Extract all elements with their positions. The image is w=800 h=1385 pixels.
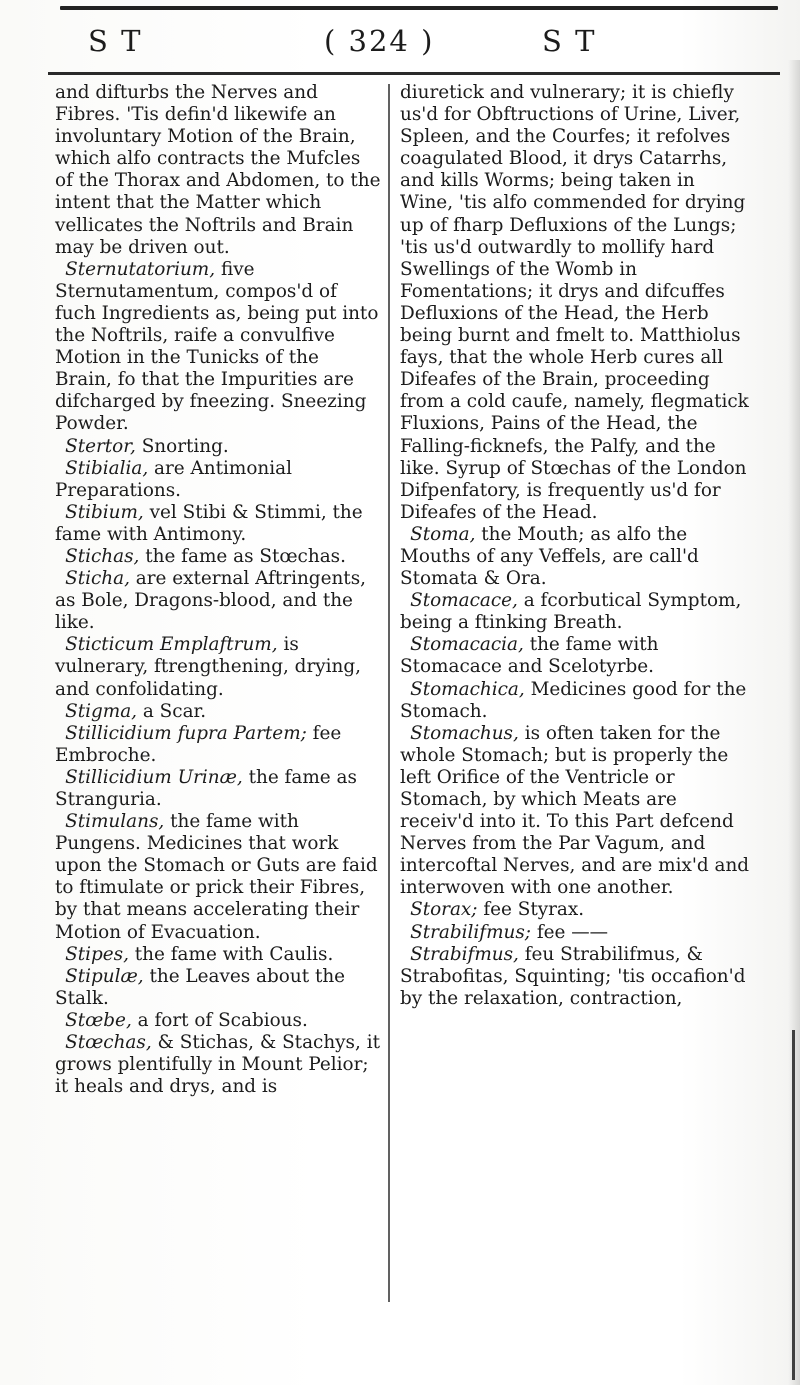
entry-definition: vel Stibi & Stimmi, the fame with Antimony. — [55, 501, 363, 545]
header-right: S T — [542, 24, 597, 58]
entry-headword: Stipulæ, — [65, 965, 144, 987]
dictionary-entry — [55, 259, 381, 436]
dictionary-entry — [55, 436, 381, 458]
page-edge-line — [792, 1030, 795, 1380]
entry-headword: Stimulans, — [65, 811, 165, 833]
dictionary-entry — [55, 723, 381, 767]
dictionary-entry — [55, 568, 381, 634]
entry-headword: Stomachus, — [410, 722, 519, 744]
entry-definition: the fame with Stomacace and Scelotyrbe. — [400, 634, 659, 678]
entry-definition: diuretick and vulnerary; it is chiefly us'd for Obftructions of Urine, Liver, Spleen, and the Courfes; it refolves coagulated Blood, it drys Catarrhs, and kills Worms; being taken in Wine, 'tis alfo commended for drying up of fharp Defluxions of the Lungs; 'tis us'd outwardly to mollify hard Swellings of the Womb in Fomentations; it drys and difcuffes Defluxions of the Head, the Herb being burnt and fmelt to. Matthiolus fays, that the whole Herb cures all Difeafes of the Brain, proceeding from a cold caufe, namely, flegmatick Fluxions, Pains of the Head, the Falling-ficknefs, the Palfy, and the like. Syrup of Stœchas of the London Difpenfatory, is frequently us'd for Difeafes of the Head. — [400, 82, 749, 523]
dictionary-entry — [55, 502, 381, 546]
entry-headword: Stibium, — [65, 501, 144, 523]
entry-definition: the Mouth; as alfo the Mouths of any Veffels, are call'd Stomata & Ora. — [400, 523, 699, 590]
entry-headword: Stomacace, — [410, 590, 518, 612]
entry-definition: are external Aftringents, as Bole, Dragons-blood, and the like. — [55, 568, 366, 634]
dictionary-entry — [55, 944, 381, 966]
dictionary-entry — [55, 1032, 381, 1098]
entry-definition: a Scar. — [137, 700, 207, 722]
dictionary-entry — [55, 458, 381, 502]
entry-headword: Stœbe, — [65, 1009, 132, 1031]
dictionary-entry — [55, 634, 381, 700]
entry-headword: Stillicidium Urinæ, — [65, 766, 243, 788]
entry-definition: the fame as Stœchas. — [139, 545, 346, 567]
entry-headword: Strabilifmus; — [410, 921, 531, 943]
entry-headword: Sticticum Emplaftrum, — [65, 634, 278, 656]
page-number: ( 324 ) — [324, 24, 435, 58]
entry-headword: Stipes, — [65, 943, 129, 965]
entry-definition: and difturbs the Nerves and Fibres. 'Tis defin'd likewife an involuntary Motion of the Brain, which alfo contracts the Mufcles of the Thorax and Abdomen, to the intent that the Matter which vellicates the Noftrils and Brain may be driven out. — [55, 82, 381, 258]
entry-definition: a fcorbutical Symptom, being a ftinking Breath. — [400, 590, 742, 634]
entry-definition: the Leaves about the Stalk. — [55, 965, 346, 1009]
column-divider — [388, 84, 390, 1302]
dictionary-entry — [400, 590, 750, 634]
entry-definition: fee Styrax. — [477, 899, 585, 921]
entry-headword: Stillicidium fupra Partem; — [65, 722, 307, 744]
dictionary-entry — [400, 634, 750, 678]
entry-definition: fee —— — [531, 921, 609, 943]
left-column — [55, 82, 381, 1098]
entry-definition: the fame with Pungens. Medicines that work upon the Stomach or Guts are faid to ftimulate or prick their Fibres, by that means accelerating their Motion of Evacuation. — [55, 811, 378, 943]
entry-definition: a fort of Scabious. — [131, 1009, 308, 1031]
dictionary-entry — [400, 922, 750, 944]
running-header — [76, 24, 776, 68]
dictionary-entry — [55, 966, 381, 1010]
dictionary-entry — [400, 899, 750, 921]
entry-definition: five Sternutamentum, compos'd of fuch Ingredients as, being put into the Noftrils, raife a convulfive Motion in the Tunicks of the Brain, fo that the Impurities are difcharged by fneezing. Sneezing Powder. — [55, 258, 379, 435]
dictionary-entry — [400, 679, 750, 723]
entry-headword: Stomacacia, — [410, 634, 524, 656]
entry-headword: Stœchas, — [65, 1032, 152, 1054]
dictionary-entry — [55, 1010, 381, 1032]
entry-definition: feu Strabilifmus, & Strabofitas, Squinting; 'tis occafion'd by the relaxation, contraction, — [400, 943, 746, 1009]
entry-headword: Stigma, — [65, 700, 138, 722]
entry-headword: Sternutatorium, — [65, 258, 216, 280]
entry-headword: Strabifmus, — [410, 943, 519, 965]
entry-headword: Stomachica, — [410, 678, 525, 700]
dictionary-entry — [400, 82, 750, 524]
entry-definition: is vulnerary, ftrengthening, drying, and confolidating. — [55, 634, 361, 700]
entry-definition: Medicines good for the Stomach. — [400, 678, 747, 722]
entry-headword: Stichas, — [65, 545, 140, 567]
right-column — [400, 82, 750, 1010]
dictionary-entry — [55, 767, 381, 811]
entry-headword: Stertor, — [65, 435, 136, 457]
entry-definition: fee Embroche. — [55, 722, 342, 766]
top-rule — [60, 6, 778, 10]
entry-definition: the fame as Stranguria. — [55, 766, 357, 810]
dictionary-entry — [55, 82, 381, 259]
entry-definition: are Antimonial Preparations. — [55, 457, 292, 501]
dictionary-entry — [400, 723, 750, 900]
header-rule — [48, 72, 780, 75]
header-left: S T — [88, 24, 143, 58]
entry-headword: Stoma, — [410, 523, 476, 545]
dictionary-entry — [400, 524, 750, 590]
entry-definition: is often taken for the whole Stomach; but is properly the left Orifice of the Ventricle or Stomach, by which Meats are receiv'd into it. To this Part defcend Nerves from the Par Vagum, and intercoftal Nerves, and are mix'd and interwoven with one another. — [400, 722, 750, 899]
dictionary-entry — [400, 944, 750, 1010]
entry-definition: & Stichas, & Stachys, it grows plentifully in Mount Pelior; it heals and drys, and is — [55, 1032, 380, 1098]
dictionary-entry — [55, 701, 381, 723]
entry-definition: the fame with Caulis. — [128, 943, 334, 965]
dictionary-entry — [55, 546, 381, 568]
entry-headword: Stibialia, — [65, 457, 149, 479]
entry-headword: Sticha, — [65, 568, 130, 590]
dictionary-entry — [55, 811, 381, 944]
entry-definition: Snorting. — [135, 435, 229, 457]
entry-headword: Storax; — [410, 899, 478, 921]
